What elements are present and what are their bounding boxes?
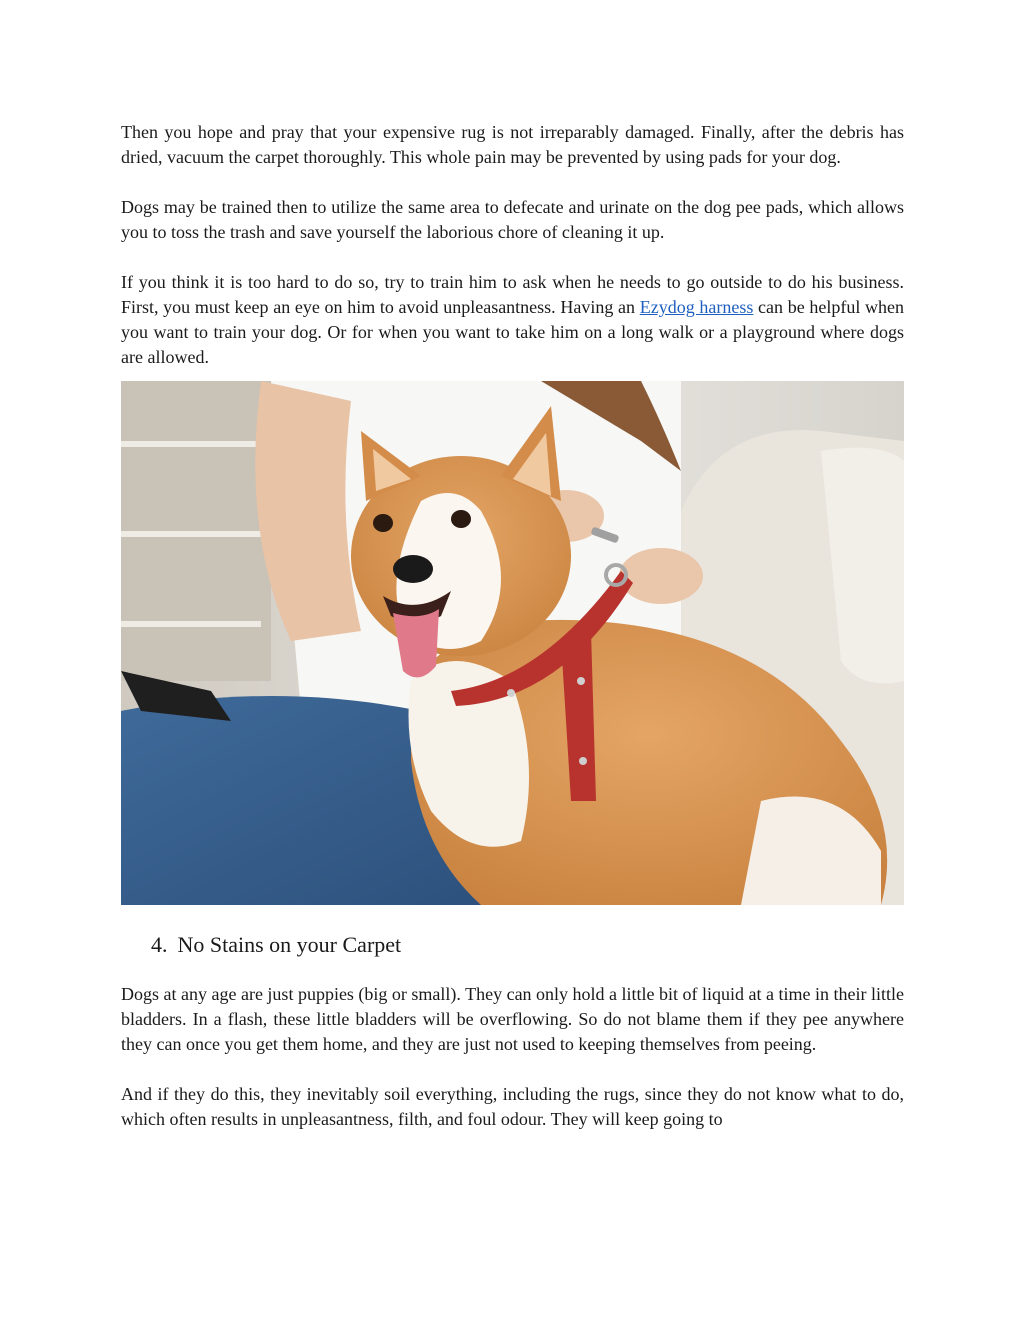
document-page [121, 120, 904, 1132]
paragraph-with-link [121, 270, 904, 370]
section-heading [121, 930, 904, 960]
paragraph-text: can be helpful when you want to train your dog. Or for when you want to take him on a long walk or a playground where dogs are allowed. [121, 297, 905, 367]
ezydog-harness-link[interactable]: Ezydog harness [639, 297, 754, 317]
paragraph: Dogs may be trained then to utilize the same area to defecate and urinate on the dog pee pads, which allows you to toss the trash and save yourself the laborious chore of cleaning it up. [121, 197, 904, 242]
paragraph: Dogs at any age are just puppies (big or small). They can only hold a little bit of liquid at a time in their little bladders. In a flash, these little bladders will be overflowing. So do not blame them if they pee anywhere they can once you get them home, and they are just not used to keeping themselves from peeing. [121, 984, 904, 1054]
paragraph: Then you hope and pray that your expensive rug is not irreparably damaged. Finally, after the debris has dried, vacuum the carpet thoroughly. This whole pain may be prevented by using pads for your dog. [121, 122, 904, 167]
corgi-harness-photo [121, 381, 904, 905]
section-title: No Stains on your Carpet [177, 932, 402, 957]
paragraph: And if they do this, they inevitably soil everything, including the rugs, since they do not know what to do, which often results in unpleasantness, filth, and foul odour. They will keep going to [121, 1084, 904, 1129]
section-number: 4. [151, 932, 168, 957]
paragraph-text: If you think it is too hard to do so, try to train him to ask when he needs to go outside to do his business. First, you must keep an eye on him to avoid unpleasantness. Having an [121, 272, 904, 317]
